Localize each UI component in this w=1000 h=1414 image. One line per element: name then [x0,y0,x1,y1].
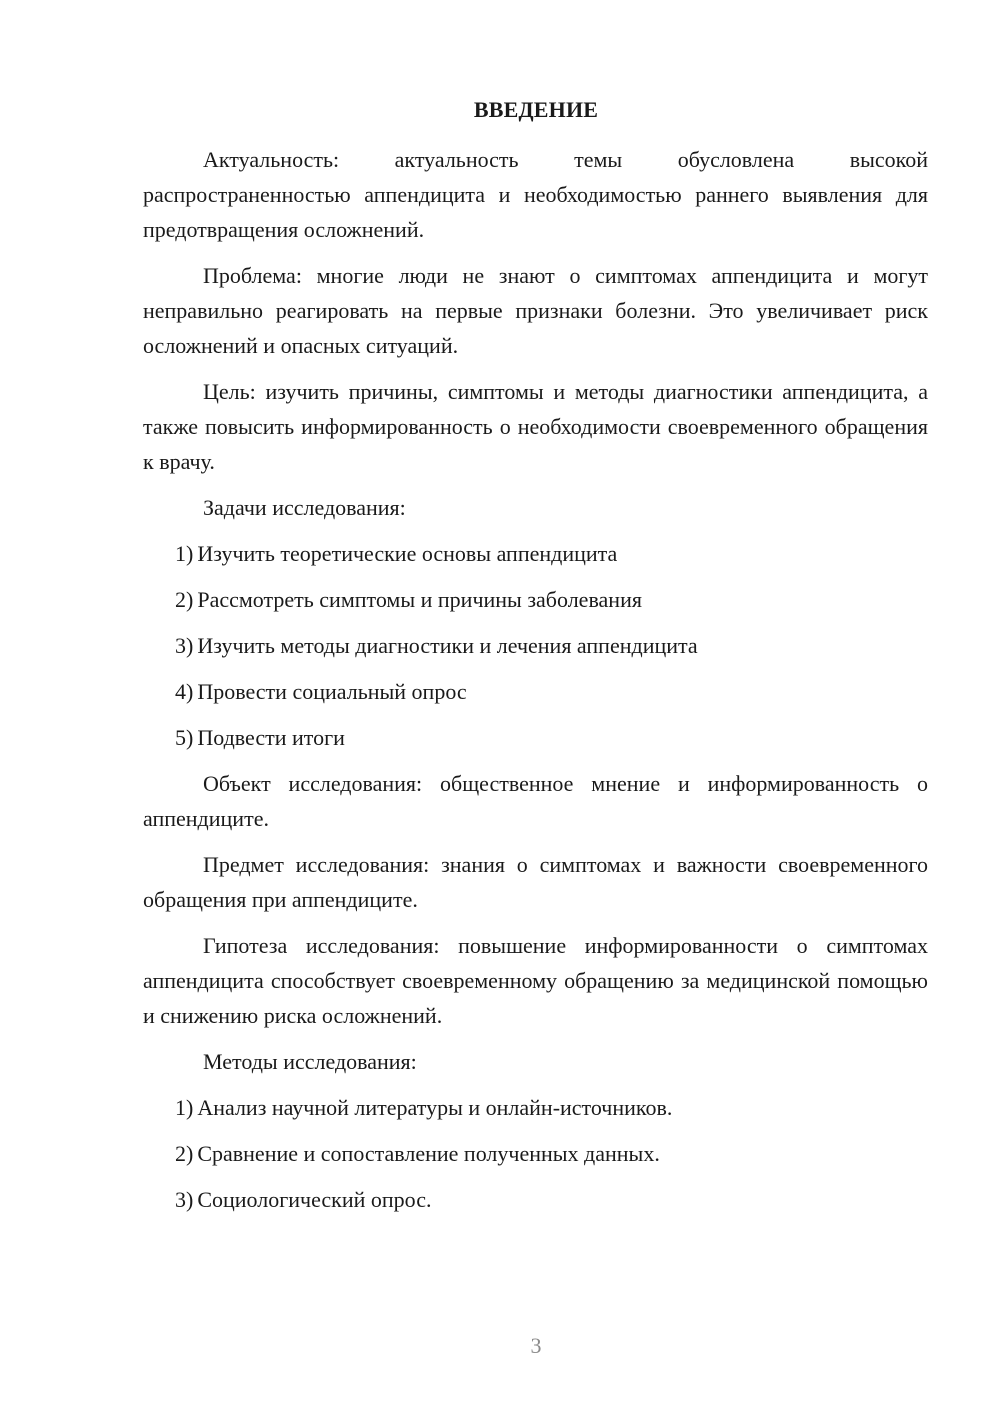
list-item-number: 1) [175,541,194,566]
list-item-text: Подвести итоги [197,725,345,750]
list-item-text: Изучить методы диагностики и лечения аппендицита [197,633,698,658]
page-body [143,142,928,1228]
relevance-paragraph: Актуальность: актуальность темы обусловлена высокой распространенностью аппендицита и необходимостью раннего выявления для предотвращения осложнений. [143,147,928,242]
object-paragraph: Объект исследования: общественное мнение и информированность о аппендиците. [143,771,928,831]
methods-list [143,1090,928,1217]
list-item-text: Анализ научной литературы и онлайн-источников. [197,1095,673,1120]
tasks-title: Задачи исследования: [203,495,406,520]
list-item [143,1136,928,1171]
list-item [143,674,928,709]
list-item-text: Социологический опрос. [197,1187,432,1212]
list-item [143,536,928,571]
list-item [143,1182,928,1217]
list-item-text: Рассмотреть симптомы и причины заболевания [197,587,642,612]
problem-paragraph: Проблема: многие люди не знают о симптомах аппендицита и могут неправильно реагировать на первые признаки болезни. Это увеличивает риск осложнений и опасных ситуаций. [143,263,928,358]
list-item [143,628,928,663]
list-item-number: 5) [175,725,194,750]
list-item-number: 3) [175,1187,194,1212]
list-item [143,1090,928,1125]
methods-title: Методы исследования: [203,1049,417,1074]
list-item-number: 2) [175,1141,194,1166]
tasks-list [143,536,928,755]
list-item-number: 1) [175,1095,194,1120]
hypothesis-paragraph: Гипотеза исследования: повышение информированности о симптомах аппендицита способствует своевременному обращению за медицинской помощью и снижению риска осложнений. [143,933,928,1028]
list-item-number: 3) [175,633,194,658]
list-item-number: 2) [175,587,194,612]
list-item [143,720,928,755]
list-item-text: Сравнение и сопоставление полученных данных. [197,1141,660,1166]
page-heading: ВВЕДЕНИЕ [473,97,599,122]
goal-paragraph: Цель: изучить причины, симптомы и методы диагностики аппендицита, а также повысить информированность о необходимости своевременного обращения к врачу. [143,379,928,474]
list-item-text: Изучить теоретические основы аппендицита [197,541,618,566]
list-item-number: 4) [175,679,194,704]
list-item-text: Провести социальный опрос [197,679,467,704]
subject-paragraph: Предмет исследования: знания о симптомах и важности своевременного обращения при аппендиците. [143,852,928,912]
page-number: 3 [530,1333,542,1358]
list-item [143,582,928,617]
